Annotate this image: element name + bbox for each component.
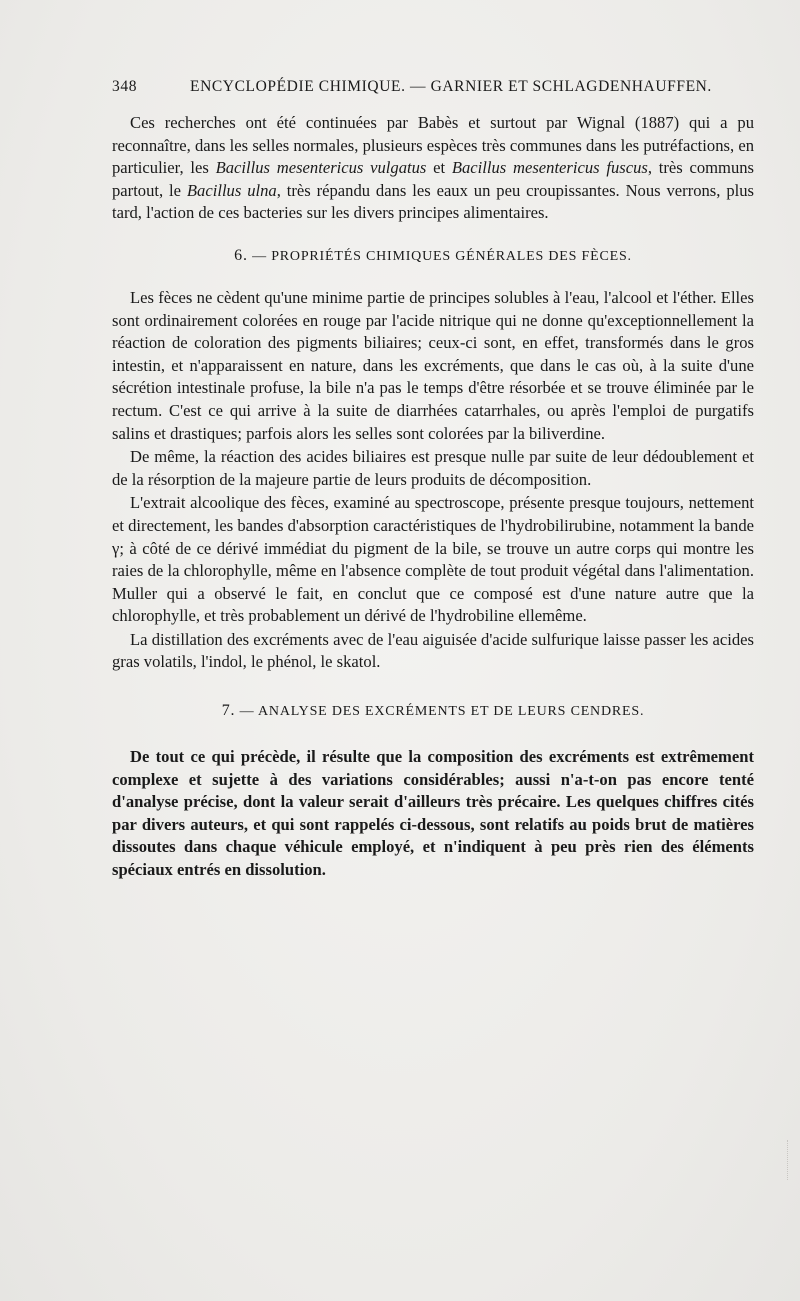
section-6-number: 6. [234, 246, 248, 264]
section-7-title: ANALYSE DES EXCRÉMENTS ET DE LEURS CENDRES. [258, 704, 645, 720]
species-name-vulgatus: Bacillus mesentericus vulgatus [215, 158, 427, 178]
header-title: ENCYCLOPÉDIE CHIMIQUE. — GARNIER ET SCHLAGDENHAUFFEN. [190, 78, 712, 95]
intro-text-2: et [426, 158, 452, 178]
running-header [112, 78, 754, 96]
section-6-paragraph-3: L'extrait alcoolique des fèces, examiné au spectroscope, présente presque toujours, nettement et directement, les bandes d'absorption caractéristiques de l'hydrobilirubine, notamment la bande γ; à côté de ce dérivé immédiat du pigment de la bile, se trouve un autre corps qui montre les raies de la chlorophylle, même en l'absence complète de tout produit végétal dans l'alimentation. Muller qui a observé le fait, en conclut que ce composé est d'une nature autre que la chlorophylle, et très probablement un dérivé de l'hydrobiline ellemême. [112, 493, 754, 626]
section-6-title: PROPRIÉTÉS CHIMIQUES GÉNÉRALES DES FÈCES. [271, 248, 632, 264]
section-6-paragraph-4: La distillation des excréments avec de l'eau aiguisée d'acide sulfurique laisse passer les acides gras volatils, l'indol, le phénol, le skatol. [112, 629, 754, 672]
section-6-dash: — [252, 248, 267, 264]
intro-text-4: , très répandu dans les eaux un peu croupissantes. Nous verrons, plus tard, l'action de ces bacteries sur les divers principes alimentaires. [112, 180, 754, 223]
section-7-number: 7. [221, 702, 236, 720]
page-content [112, 78, 754, 882]
species-name-fuscus: Bacillus mesentericus fuscus [451, 158, 648, 178]
section-7-dash: — [239, 704, 255, 720]
margin-mark [785, 1140, 788, 1180]
section-6-paragraph-1: Les fèces ne cèdent qu'une minime partie de principes solubles à l'eau, l'alcool et l'éther. Elles sont ordinairement colorées en rouge par l'acide nitrique qui ne donne qu'exceptionnellement la réaction de coloration des pigments biliaires; ceux-ci sont, en effet, transformés dans le gros intestin, et n'apparaissent en nature, dans les excréments, que dans le cas où, à la suite d'une sécrétion intestinale profuse, la bile n'a pas le temps d'être résorbée et se trouve éliminée par le rectum. C'est ce qui arrive à la suite de diarrhées catarrhales, ou après l'emploi de purgatifs salins et drastiques; parfois alors les selles sont colorées par la biliverdine. [112, 287, 754, 443]
section-6-paragraph-2: De même, la réaction des acides biliaires est presque nulle par suite de leur dédoublement et de la résorption de la majeure partie de leurs produits de décomposition. [112, 447, 754, 489]
section-7-body [112, 746, 754, 882]
intro-text-1: Ces recherches ont été continuées par Babès et surtout par Wignal (1887) qui a pu reconnaître, dans les selles normales, plusieurs espèces très communes dans les putréfactions, en particulier, les [112, 113, 754, 178]
intro-text-3: , très communs partout, le [112, 158, 754, 200]
section-6-heading [112, 247, 754, 265]
section-7-heading [112, 702, 754, 720]
page-number: 348 [112, 78, 138, 95]
species-name-ulna: Bacillus ulna [186, 180, 277, 200]
section-7-paragraph: De tout ce qui précède, il résulte que la composition des excréments est extrêmement complexe et sujette à des variations considérables; aussi n'a-t-on pas encore tenté d'analyse précise, dont la valeur serait d'ailleurs très précaire. Les quelques chiffres cités par divers auteurs, et qui sont rappelés ci-dessous, sont relatifs au poids brut de matières dissoutes dans chaque véhicule employé, et n'indiquent à peu près rien des éléments spéciaux entrés en dissolution. [112, 747, 754, 880]
intro-paragraph [112, 112, 754, 225]
